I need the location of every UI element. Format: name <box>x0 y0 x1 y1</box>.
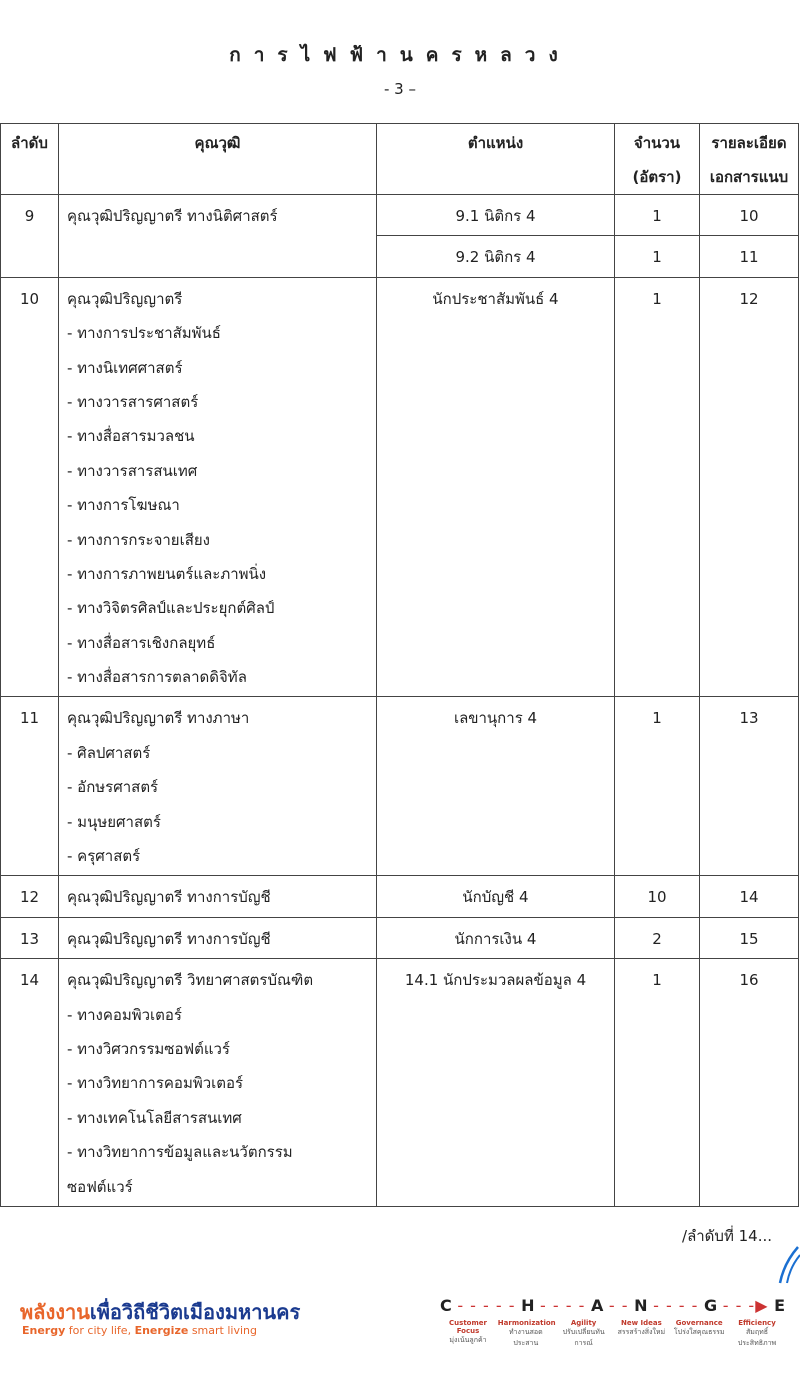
row-attachment: 16 <box>700 959 799 1207</box>
header-position: ตำแหน่ง <box>377 124 615 195</box>
table-row <box>1 917 799 958</box>
row-position: 14.1 นักประมวลผลข้อมูล 4 <box>377 959 615 1207</box>
row-seq: 10 <box>1 277 59 697</box>
table-row <box>1 277 799 697</box>
change-value: Customer Focus มุ่งเน้นลูกค้า <box>449 1319 487 1344</box>
org-title: การไฟฟ้านครหลวง <box>229 44 571 66</box>
recruitment-table <box>0 123 799 1207</box>
change-values-logo <box>440 1296 785 1349</box>
change-letter: C <box>440 1296 452 1315</box>
header-count-line2: (อัตรา) <box>632 168 682 186</box>
change-letter: A <box>590 1296 604 1315</box>
row-seq: 13 <box>1 917 59 958</box>
row-position: นักบัญชี 4 <box>377 876 615 917</box>
row-position: 9.1 นิติกร 4 <box>377 195 615 236</box>
row-attachment: 11 <box>700 236 799 277</box>
row-position: นักประชาสัมพันธ์ 4 <box>377 277 615 697</box>
slogan-english <box>22 1324 257 1337</box>
row-qualification: คุณวุฒิปริญญาตรี ทางการบัญชี <box>59 876 377 917</box>
change-value: Governance โปร่งใสคุณธรรม <box>673 1319 725 1336</box>
header-detail <box>700 124 799 195</box>
slogan-en-part4: smart living <box>188 1324 257 1337</box>
row-seq: 9 <box>1 195 59 278</box>
slogan-en-part1: Energy <box>22 1324 66 1337</box>
change-letter: H <box>521 1296 535 1315</box>
row-position: เลขานุการ 4 <box>377 697 615 876</box>
change-letter: N <box>634 1296 648 1315</box>
page-number: - 3 – <box>384 80 416 98</box>
slogan-en-part2: for city life, <box>65 1324 135 1337</box>
header-seq: ลำดับ <box>1 124 59 195</box>
row-position: นักการเงิน 4 <box>377 917 615 958</box>
row-count: 1 <box>615 236 700 277</box>
slogan-thai-part1: พลังงาน <box>20 1300 90 1324</box>
table-row <box>1 876 799 917</box>
header-detail-line1: รายละเอียด <box>711 134 787 152</box>
table-row <box>1 959 799 1207</box>
change-letter: E <box>774 1296 785 1315</box>
header-count-line1: จำนวน <box>633 134 681 152</box>
slogan-thai-part2: เพื่อวิถีชีวิตเมืองมหานคร <box>89 1300 301 1324</box>
change-values <box>440 1319 785 1349</box>
row-qualification: คุณวุฒิปริญญาตรี - ทางการประชาสัมพันธ์ - ทางนิเทศศาสตร์ - ทางวารสารศาสตร์ - ทางสื่อสารมวลชน - ทางวารสารสนเทศ - ทางการโฆษณา - ทางการกระจายเสียง - ทางการภาพยนตร์และภาพนิ่ง - ทางวิจิตรศิลป์และประยุกต์ศิลป์ - ทางสื่อสารเชิงกลยุทธ์ - ทางสื่อสารการตลาดดิจิทัล <box>59 277 377 697</box>
change-letters: C - - - - - H - - - - A - - N - - - - G - - -▶ E <box>440 1296 785 1315</box>
next-page-note: /ลำดับที่ 14... <box>682 1227 772 1245</box>
change-value: Harmonization ทำงานสอดประสาน <box>497 1319 556 1347</box>
logo-swoosh-icon <box>778 1245 800 1285</box>
table-row <box>1 195 799 236</box>
header-count <box>615 124 700 195</box>
row-attachment: 13 <box>700 697 799 876</box>
row-count: 1 <box>615 277 700 697</box>
row-count: 10 <box>615 876 700 917</box>
row-qualification: คุณวุฒิปริญญาตรี ทางการบัญชี <box>59 917 377 958</box>
row-qualification: คุณวุฒิปริญญาตรี ทางภาษา - ศิลปศาสตร์ - อักษรศาสตร์ - มนุษยศาสตร์ - ครุศาสตร์ <box>59 697 377 876</box>
row-attachment: 15 <box>700 917 799 958</box>
row-seq: 11 <box>1 697 59 876</box>
row-attachment: 10 <box>700 195 799 236</box>
change-value: Efficiency สัมฤทธิ์ประสิทธิภาพ <box>737 1319 777 1347</box>
row-attachment: 12 <box>700 277 799 697</box>
change-letter: G <box>704 1296 718 1315</box>
row-qualification: คุณวุฒิปริญญาตรี ทางนิติศาสตร์ <box>59 195 377 278</box>
change-value: New Ideas สรรสร้างสิ่งใหม่ <box>617 1319 666 1336</box>
header-detail-line2: เอกสารแนบ <box>709 168 789 186</box>
table-row <box>1 697 799 876</box>
row-position: 9.2 นิติกร 4 <box>377 236 615 277</box>
row-qualification: คุณวุฒิปริญญาตรี วิทยาศาสตรบัณฑิต - ทางคอมพิวเตอร์ - ทางวิศวกรรมซอฟต์แวร์ - ทางวิทยาการคอมพิวเตอร์ - ทางเทคโนโลยีสารสนเทศ - ทางวิทยาการข้อมูลและนวัตกรรม ซอฟต์แวร์ <box>59 959 377 1207</box>
row-attachment: 14 <box>700 876 799 917</box>
slogan-en-part3: Energize <box>134 1324 189 1337</box>
row-count: 2 <box>615 917 700 958</box>
row-count: 1 <box>615 697 700 876</box>
row-seq: 14 <box>1 959 59 1207</box>
row-count: 1 <box>615 959 700 1207</box>
row-seq: 12 <box>1 876 59 917</box>
row-count: 1 <box>615 195 700 236</box>
change-value: Agility ปรับเปลี่ยนทันการณ์ <box>562 1319 605 1347</box>
header-qualification: คุณวุฒิ <box>59 124 377 195</box>
